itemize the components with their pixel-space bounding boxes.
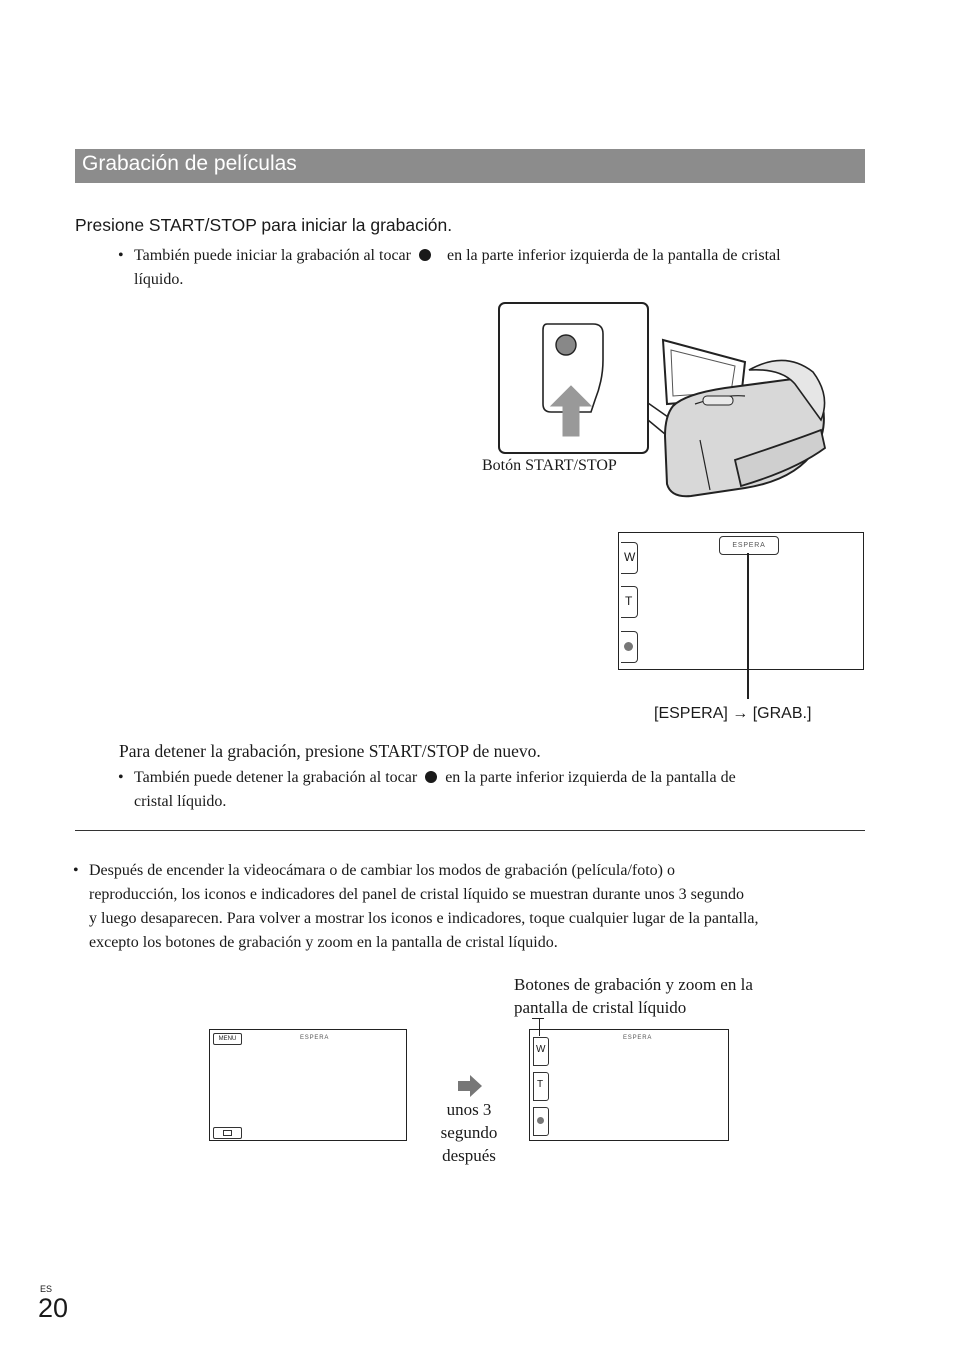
- start-bullet-text-3: líquido.: [134, 271, 184, 288]
- lcd-caption: [654, 705, 811, 723]
- play-icon: [223, 1130, 232, 1136]
- stop-bullet: [118, 766, 878, 814]
- bullet-dot: •: [118, 769, 124, 786]
- status-leader-line: [747, 553, 749, 699]
- delay-label: [430, 1098, 508, 1167]
- record-icon: [425, 771, 437, 783]
- note-line-2: reproducción, los iconos e indicadores del panel de cristal líquido se muestran durante unos 3 segundo: [89, 886, 744, 903]
- caption-to: [GRAB.]: [752, 705, 812, 722]
- start-stop-button-label: Botón START/STOP: [482, 457, 617, 474]
- record-button[interactable]: [621, 631, 638, 663]
- arrow-right-icon: [456, 1074, 484, 1098]
- delay-line-1: unos 3: [446, 1100, 492, 1119]
- note-line-1: Después de encender la videocámara o de cambiar los modos de grabación (película/foto) o: [89, 862, 675, 879]
- delay-line-3: después: [442, 1146, 496, 1165]
- note-line-3: y luego desaparecen. Para volver a mostrar los iconos e indicadores, toque cualquier lugar de la pantalla,: [89, 910, 759, 927]
- record-button[interactable]: [533, 1107, 549, 1136]
- status-indicator: ESPERA: [300, 1035, 330, 1041]
- zoom-w-label: W: [624, 550, 636, 564]
- status-indicator: ESPERA: [719, 536, 779, 555]
- note-bullet: [73, 859, 873, 955]
- lcd-screen-after: [529, 1029, 729, 1141]
- callout-line-2: pantalla de cristal líquido: [514, 998, 687, 1017]
- note-line-4: excepto los botones de grabación y zoom en la pantalla de cristal líquido.: [89, 934, 558, 951]
- page-number: 20: [38, 1293, 69, 1323]
- zoom-w-button[interactable]: [621, 542, 638, 574]
- zoom-w-button[interactable]: [533, 1037, 549, 1066]
- divider: [75, 830, 865, 831]
- zoom-t-label: T: [537, 1079, 544, 1090]
- record-icon: [537, 1117, 544, 1124]
- delay-line-2: segundo: [440, 1123, 498, 1142]
- step-heading: Presione START/STOP para iniciar la grabación.: [75, 215, 453, 235]
- callout-line-1: Botones de grabación y zoom en la: [514, 975, 753, 994]
- start-bullet-text-1: También puede iniciar la grabación al tocar: [134, 247, 411, 264]
- menu-label: MENU: [218, 1036, 237, 1042]
- stop-text: Para detener la grabación, presione START/STOP de nuevo.: [119, 741, 541, 761]
- arrow-right-icon: →: [732, 705, 749, 722]
- record-icon: [419, 249, 431, 261]
- stop-bullet-text-3: cristal líquido.: [134, 793, 227, 810]
- bullet-dot: •: [118, 247, 124, 264]
- start-bullet: [118, 244, 878, 292]
- buttons-callout: [514, 973, 753, 1019]
- zoom-t-button[interactable]: [533, 1072, 549, 1101]
- zoom-t-button[interactable]: [621, 586, 638, 618]
- stop-bullet-text-1: También puede detener la grabación al tocar: [134, 769, 418, 786]
- zoom-w-label: W: [536, 1044, 546, 1055]
- stop-bullet-text-2: en la parte inferior izquierda de la pantalla de: [445, 769, 736, 786]
- start-bullet-text-2: en la parte inferior izquierda de la pantalla de cristal: [446, 247, 781, 264]
- section-title: Grabación de películas: [82, 152, 297, 175]
- lcd-screen-before: [209, 1029, 407, 1141]
- bullet-dot: •: [73, 862, 79, 879]
- zoom-t-label: T: [625, 594, 633, 608]
- status-indicator: ESPERA: [623, 1035, 653, 1041]
- caption-from: [ESPERA]: [654, 705, 728, 722]
- menu-button[interactable]: [213, 1033, 242, 1045]
- page-language: ES: [40, 1284, 53, 1294]
- playback-button[interactable]: [213, 1127, 242, 1139]
- lcd-screen: [618, 532, 864, 670]
- record-icon: [624, 642, 633, 651]
